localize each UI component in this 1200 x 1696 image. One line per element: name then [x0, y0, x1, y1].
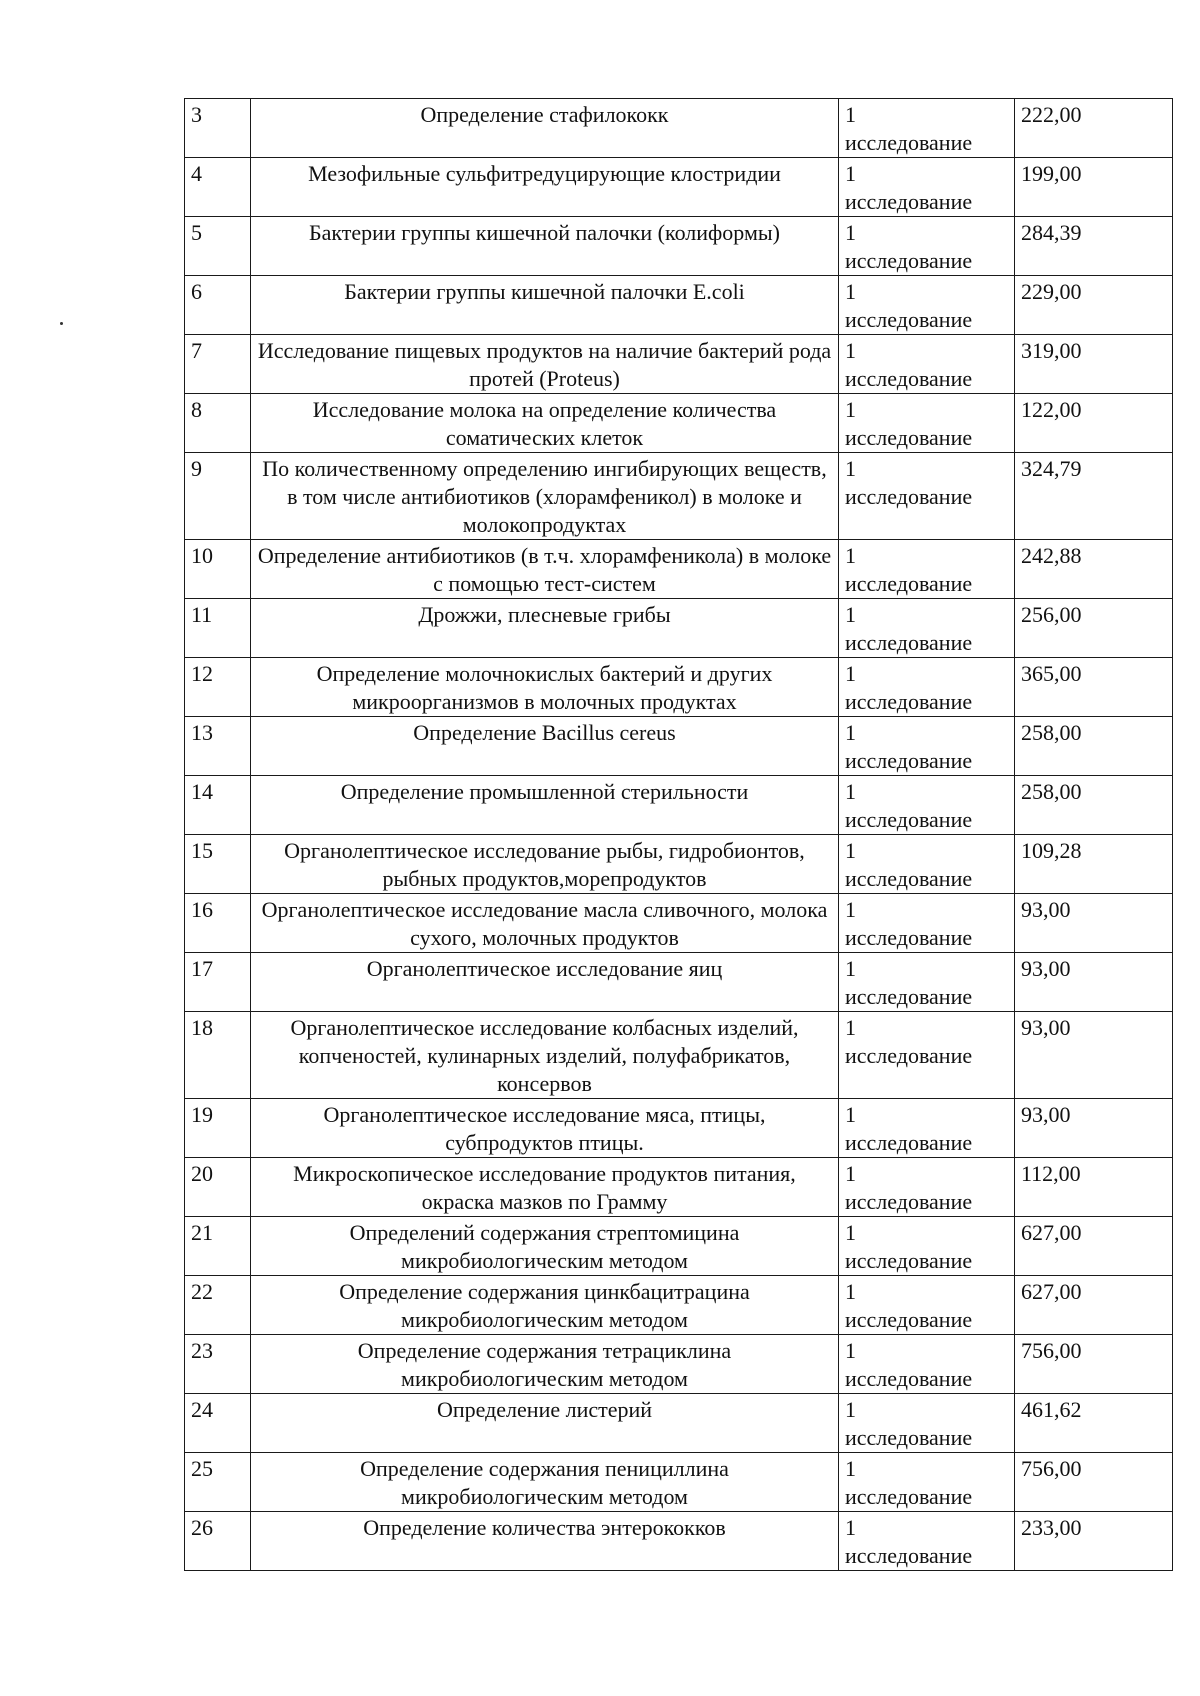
unit-cell — [839, 276, 1015, 335]
price-cell: 93,00 — [1015, 1012, 1173, 1099]
price-cell: 461,62 — [1015, 1394, 1173, 1453]
table-row — [185, 394, 1173, 453]
unit-label: исследование — [845, 248, 973, 273]
unit-cell — [839, 158, 1015, 217]
unit-cell — [839, 394, 1015, 453]
price-cell: 242,88 — [1015, 540, 1173, 599]
row-number: 3 — [185, 99, 251, 158]
row-number: 17 — [185, 953, 251, 1012]
service-name: Определение стафилококк — [251, 99, 839, 158]
unit-cell — [839, 1394, 1015, 1453]
unit-cell — [839, 335, 1015, 394]
unit-label: исследование — [845, 866, 973, 891]
service-name: Органолептическое исследование масла сливочного, молока сухого, молочных продуктов — [251, 894, 839, 953]
row-number: 23 — [185, 1335, 251, 1394]
unit-quantity: 1 — [845, 456, 856, 481]
service-name: По количественному определению ингибирующих веществ, в том числе антибиотиков (хлорамфеникол) в молоке и молокопродуктах — [251, 453, 839, 540]
service-name: Органолептическое исследование колбасных изделий, копченостей, кулинарных изделий, полуфабрикатов, консервов — [251, 1012, 839, 1099]
price-cell: 109,28 — [1015, 835, 1173, 894]
table-row — [185, 835, 1173, 894]
service-name: Определение количества энтерококков — [251, 1512, 839, 1571]
service-name: Определений содержания стрептомицина микробиологическим методом — [251, 1217, 839, 1276]
table-row — [185, 335, 1173, 394]
unit-label: исследование — [845, 748, 973, 773]
table-row — [185, 599, 1173, 658]
table-row — [185, 1453, 1173, 1512]
service-name: Определение содержания пенициллина микробиологическим методом — [251, 1453, 839, 1512]
unit-label: исследование — [845, 571, 973, 596]
unit-label: исследование — [845, 984, 973, 1009]
price-cell: 365,00 — [1015, 658, 1173, 717]
unit-quantity: 1 — [845, 1456, 856, 1481]
unit-quantity: 1 — [845, 779, 856, 804]
row-number: 14 — [185, 776, 251, 835]
unit-quantity: 1 — [845, 161, 856, 186]
price-cell: 258,00 — [1015, 717, 1173, 776]
unit-quantity: 1 — [845, 602, 856, 627]
price-cell: 256,00 — [1015, 599, 1173, 658]
price-cell: 627,00 — [1015, 1217, 1173, 1276]
unit-quantity: 1 — [845, 1161, 856, 1186]
unit-cell — [839, 1512, 1015, 1571]
service-name: Органолептическое исследование рыбы, гидробионтов, рыбных продуктов,морепродуктов — [251, 835, 839, 894]
service-name: Определение содержания тетрациклина микробиологическим методом — [251, 1335, 839, 1394]
table-row — [185, 717, 1173, 776]
unit-quantity: 1 — [845, 220, 856, 245]
unit-label: исследование — [845, 1543, 973, 1568]
unit-cell — [839, 453, 1015, 540]
table-row — [185, 217, 1173, 276]
price-cell: 319,00 — [1015, 335, 1173, 394]
unit-label: исследование — [845, 1043, 973, 1068]
row-number: 10 — [185, 540, 251, 599]
table-row — [185, 453, 1173, 540]
row-number: 9 — [185, 453, 251, 540]
unit-cell — [839, 835, 1015, 894]
unit-quantity: 1 — [845, 397, 856, 422]
unit-cell — [839, 540, 1015, 599]
unit-quantity: 1 — [845, 720, 856, 745]
table-row — [185, 894, 1173, 953]
unit-cell — [839, 1012, 1015, 1099]
unit-label: исследование — [845, 1189, 973, 1214]
service-name: Микроскопическое исследование продуктов питания, окраска мазков по Грамму — [251, 1158, 839, 1217]
unit-label: исследование — [845, 130, 973, 155]
price-cell: 284,39 — [1015, 217, 1173, 276]
unit-quantity: 1 — [845, 543, 856, 568]
unit-label: исследование — [845, 1366, 973, 1391]
unit-cell — [839, 217, 1015, 276]
unit-cell — [839, 1217, 1015, 1276]
price-cell: 627,00 — [1015, 1276, 1173, 1335]
table-row — [185, 1158, 1173, 1217]
service-name: Определение Bacillus cereus — [251, 717, 839, 776]
table-row — [185, 1394, 1173, 1453]
price-cell: 229,00 — [1015, 276, 1173, 335]
service-name: Определение антибиотиков (в т.ч. хлорамфеникола) в молоке с помощью тест-систем — [251, 540, 839, 599]
row-number: 6 — [185, 276, 251, 335]
price-cell: 93,00 — [1015, 1099, 1173, 1158]
unit-cell — [839, 717, 1015, 776]
table-row — [185, 658, 1173, 717]
service-name: Исследование пищевых продуктов на наличие бактерий рода протей (Proteus) — [251, 335, 839, 394]
service-name: Бактерии группы кишечной палочки E.coli — [251, 276, 839, 335]
service-name: Определение листерий — [251, 1394, 839, 1453]
row-number: 18 — [185, 1012, 251, 1099]
unit-quantity: 1 — [845, 956, 856, 981]
unit-label: исследование — [845, 1307, 973, 1332]
row-number: 24 — [185, 1394, 251, 1453]
unit-quantity: 1 — [845, 1279, 856, 1304]
table-row — [185, 1099, 1173, 1158]
table-row — [185, 1276, 1173, 1335]
row-number: 16 — [185, 894, 251, 953]
price-cell: 756,00 — [1015, 1335, 1173, 1394]
unit-cell — [839, 658, 1015, 717]
unit-label: исследование — [845, 1248, 973, 1273]
price-cell: 199,00 — [1015, 158, 1173, 217]
row-number: 20 — [185, 1158, 251, 1217]
unit-quantity: 1 — [845, 1220, 856, 1245]
price-cell: 112,00 — [1015, 1158, 1173, 1217]
row-number: 8 — [185, 394, 251, 453]
unit-cell — [839, 1158, 1015, 1217]
price-cell: 222,00 — [1015, 99, 1173, 158]
unit-cell — [839, 953, 1015, 1012]
unit-label: исследование — [845, 366, 973, 391]
table-row — [185, 1012, 1173, 1099]
price-cell: 93,00 — [1015, 894, 1173, 953]
unit-label: исследование — [845, 630, 973, 655]
unit-label: исследование — [845, 1425, 973, 1450]
price-cell: 233,00 — [1015, 1512, 1173, 1571]
table-row — [185, 540, 1173, 599]
unit-cell — [839, 776, 1015, 835]
unit-quantity: 1 — [845, 1015, 856, 1040]
service-name: Определение содержания цинкбацитрацина микробиологическим методом — [251, 1276, 839, 1335]
table-row — [185, 953, 1173, 1012]
unit-cell — [839, 894, 1015, 953]
service-name: Органолептическое исследование яиц — [251, 953, 839, 1012]
row-number: 22 — [185, 1276, 251, 1335]
unit-cell — [839, 599, 1015, 658]
service-name: Органолептическое исследование мяса, птицы, субпродуктов птицы. — [251, 1099, 839, 1158]
unit-label: исследование — [845, 1130, 973, 1155]
unit-cell — [839, 1276, 1015, 1335]
table-row — [185, 1335, 1173, 1394]
table-row — [185, 158, 1173, 217]
unit-label: исследование — [845, 307, 973, 332]
row-number: 15 — [185, 835, 251, 894]
unit-quantity: 1 — [845, 338, 856, 363]
unit-quantity: 1 — [845, 1515, 856, 1540]
unit-quantity: 1 — [845, 661, 856, 686]
row-number: 25 — [185, 1453, 251, 1512]
price-cell: 93,00 — [1015, 953, 1173, 1012]
unit-label: исследование — [845, 484, 973, 509]
row-number: 11 — [185, 599, 251, 658]
row-number: 4 — [185, 158, 251, 217]
table-body — [185, 99, 1173, 1571]
service-name: Дрожжи, плесневые грибы — [251, 599, 839, 658]
table-row — [185, 276, 1173, 335]
unit-label: исследование — [845, 425, 973, 450]
table-row — [185, 1512, 1173, 1571]
price-cell: 122,00 — [1015, 394, 1173, 453]
unit-quantity: 1 — [845, 102, 856, 127]
unit-label: исследование — [845, 189, 973, 214]
table-row — [185, 776, 1173, 835]
service-name: Определение промышленной стерильности — [251, 776, 839, 835]
table-row — [185, 99, 1173, 158]
unit-quantity: 1 — [845, 1102, 856, 1127]
row-number: 13 — [185, 717, 251, 776]
price-cell: 756,00 — [1015, 1453, 1173, 1512]
row-number: 26 — [185, 1512, 251, 1571]
row-number: 21 — [185, 1217, 251, 1276]
row-number: 12 — [185, 658, 251, 717]
unit-quantity: 1 — [845, 838, 856, 863]
service-name: Определение молочнокислых бактерий и других микроорганизмов в молочных продуктах — [251, 658, 839, 717]
unit-label: исследование — [845, 925, 973, 950]
price-cell: 324,79 — [1015, 453, 1173, 540]
scan-speck — [60, 322, 63, 325]
row-number: 19 — [185, 1099, 251, 1158]
unit-quantity: 1 — [845, 897, 856, 922]
unit-label: исследование — [845, 1484, 973, 1509]
unit-cell — [839, 1335, 1015, 1394]
service-name: Исследование молока на определение количества соматических клеток — [251, 394, 839, 453]
service-name: Бактерии группы кишечной палочки (колиформы) — [251, 217, 839, 276]
unit-cell — [839, 99, 1015, 158]
row-number: 7 — [185, 335, 251, 394]
unit-quantity: 1 — [845, 279, 856, 304]
unit-cell — [839, 1453, 1015, 1512]
unit-label: исследование — [845, 807, 973, 832]
unit-cell — [839, 1099, 1015, 1158]
unit-quantity: 1 — [845, 1338, 856, 1363]
service-name: Мезофильные сульфитредуцирующие клостридии — [251, 158, 839, 217]
price-cell: 258,00 — [1015, 776, 1173, 835]
row-number: 5 — [185, 217, 251, 276]
services-price-table — [184, 98, 1173, 1571]
unit-quantity: 1 — [845, 1397, 856, 1422]
table-row — [185, 1217, 1173, 1276]
unit-label: исследование — [845, 689, 973, 714]
